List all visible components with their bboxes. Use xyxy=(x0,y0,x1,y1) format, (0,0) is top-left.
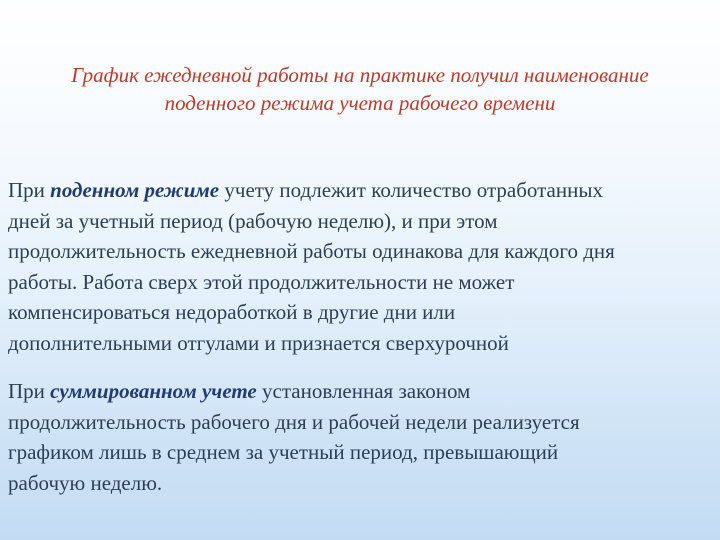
slide-title xyxy=(20,61,700,117)
keyword-summarized-accounting: суммированном учете xyxy=(50,379,257,403)
paragraph-1-line-3: продолжительность ежедневной работы одинакова для каждого дня xyxy=(8,239,615,263)
paragraph-1-line-1-rest: учету подлежит количество отработанных xyxy=(219,178,603,202)
paragraph-2-line-1-rest: установленная законом xyxy=(256,379,471,403)
paragraph-1-prefix: При xyxy=(8,178,51,202)
paragraph-2-prefix: При xyxy=(8,379,51,403)
paragraph-2-line-2: продолжительность рабочего дня и рабочей недели реализуется xyxy=(8,409,580,434)
paragraph-1-line-4: работы. Работа сверх этой продолжительности не может xyxy=(8,269,515,294)
paragraph-summarized-accounting xyxy=(8,376,712,498)
paragraph-2-line-4: рабочую неделю. xyxy=(8,470,163,495)
slide-title-line-1: График ежедневной работы на практике получил наименование xyxy=(71,63,649,87)
slide-title-line-2: поденного режима учета рабочего времени xyxy=(164,91,556,115)
paragraph-1-line-6: дополнительными отгулами и признается сверхурочной xyxy=(8,330,509,355)
paragraph-2-line-3: графиком лишь в среднем за учетный период, превышающий xyxy=(8,440,559,464)
paragraph-1-line-2: дней за учетный период (рабочую неделю), и при этом xyxy=(8,208,498,233)
paragraph-daily-mode xyxy=(8,175,712,358)
keyword-daily-mode: поденном режиме xyxy=(50,178,220,202)
paragraph-1-line-5: компенсироваться недоработкой в другие дни или xyxy=(8,300,456,324)
